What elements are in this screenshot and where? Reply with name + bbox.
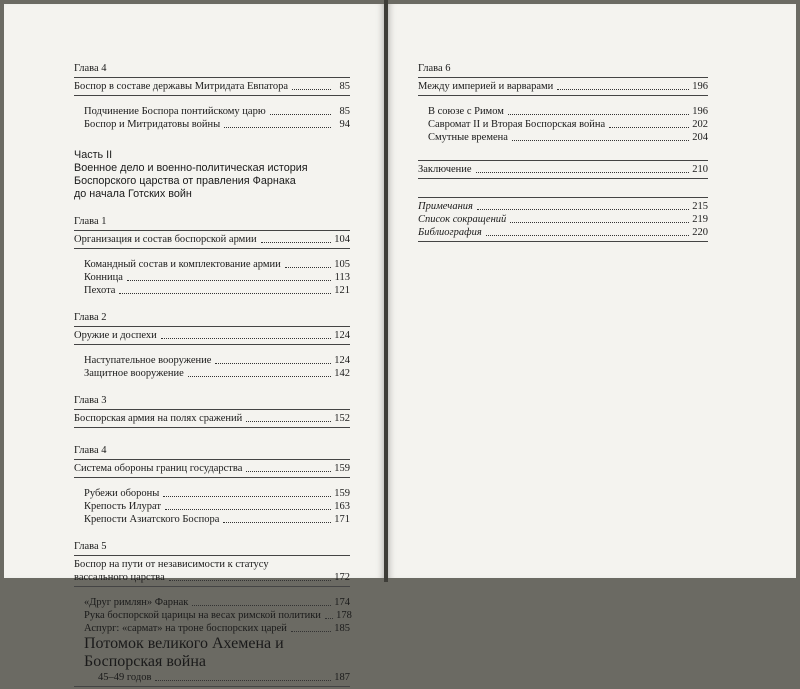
page-number: 210 [692,164,708,175]
page-number: 215 [692,201,708,212]
leader-dots [291,631,331,632]
page-number: 219 [692,214,708,225]
leader-dots [292,89,331,90]
chapter-entry [74,462,350,475]
divider [74,586,350,587]
section-entry [84,118,350,131]
right-page [388,4,796,578]
section-entry [84,284,350,297]
page-number: 174 [334,597,350,608]
page-number: 196 [692,106,708,117]
section-entry [84,367,350,380]
divider [418,160,708,161]
leader-dots [486,235,689,236]
section-title: Командный состав и комплектование армии [84,259,281,270]
chapter-label: Глава 2 [74,312,107,323]
page-number: 85 [339,106,350,117]
divider [74,427,350,428]
page-number: 172 [334,572,350,583]
divider [418,77,708,78]
leader-dots [246,421,331,422]
divider [74,95,350,96]
section-entry [428,118,708,131]
section-title: Конница [84,272,123,283]
divider [74,230,350,231]
leader-dots [512,140,689,141]
page-number: 124 [334,330,350,341]
back-matter-entry [418,226,708,239]
section-title-line-2-row [84,671,350,684]
divider [74,248,350,249]
chapter-title: Система обороны границ государства [74,463,243,474]
back-matter-title: Примечания [418,201,473,212]
chapter-title-line-2-row [74,571,350,584]
divider [74,77,350,78]
leader-dots [163,496,331,497]
leader-dots [119,293,331,294]
divider [418,95,708,96]
leader-dots [155,680,331,681]
page-number: 159 [334,463,350,474]
section-entry [84,622,350,635]
page-number: 220 [692,227,708,238]
page-number: 202 [692,119,708,130]
page-number: 94 [339,119,350,130]
leader-dots [510,222,689,223]
section-title: Рука боспорской царицы на весах римской политики [84,610,321,621]
section-title: Наступательное вооружение [84,355,212,366]
left-toc [74,62,350,689]
page-number: 121 [334,285,350,296]
chapter-title: Боспор в составе державы Митридата Евпатора [74,81,288,92]
section-entry [84,609,350,622]
page-number: 204 [692,132,708,143]
section-entry [84,105,350,118]
leader-dots [325,618,333,619]
divider [74,477,350,478]
chapter-title: Оружие и доспехи [74,330,157,341]
page-number: 159 [334,488,350,499]
section-title: В союзе с Римом [428,106,504,117]
leader-dots [188,376,331,377]
page-number: 163 [334,501,350,512]
section-entry [84,513,350,526]
chapter-label: Глава 6 [418,63,451,74]
leader-dots [285,267,331,268]
divider [418,241,708,242]
section-entry [84,354,350,367]
section-title: Аспург: «сармат» на троне боспорских царей [84,623,287,634]
back-matter-entry [418,200,708,213]
section-entry [428,105,708,118]
chapter-title-line-2: вассального царства [74,572,165,583]
page-number: 178 [336,610,352,621]
chapter-entry [74,80,350,93]
leader-dots [215,363,331,364]
divider [74,555,350,556]
part-title-line-3: до начала Готских войн [74,188,192,200]
leader-dots [161,338,331,339]
part-label: Часть II [74,149,113,161]
section-title: Рубежи обороны [84,488,160,499]
section-entry [84,500,350,513]
page-number: 105 [334,259,350,270]
leader-dots [224,127,331,128]
leader-dots [127,280,331,281]
divider [74,409,350,410]
section-title: «Друг римлян» Фарнак [84,597,189,608]
part-title-line-1: Военное дело и военно-политическая история [74,162,308,174]
conclusion-title: Заключение [418,164,472,175]
page-number: 187 [334,672,350,683]
page-number: 196 [692,81,708,92]
section-title: Подчинение Боспора понтийскому царю [84,106,266,117]
section-title: Крепость Илурат [84,501,162,512]
leader-dots [508,114,689,115]
page-number: 113 [334,272,350,283]
section-entry-multiline [84,635,350,684]
section-title: Защитное вооружение [84,368,184,379]
page-number: 104 [334,234,350,245]
page-number: 142 [334,368,350,379]
divider [74,344,350,345]
divider [418,178,708,179]
page-number: 152 [334,413,350,424]
chapter-entry [74,412,350,425]
leader-dots [261,242,331,243]
section-entry [84,258,350,271]
divider [74,326,350,327]
section-title: Смутные времена [428,132,508,143]
conclusion-entry [418,163,708,176]
part-title-line-2: Боспорского царства от правления Фарнака [74,175,296,187]
section-entry [84,271,350,284]
chapter-label: Глава 1 [74,216,107,227]
section-title-line-2: 45–49 годов [98,672,152,683]
chapter-entry [74,329,350,342]
leader-dots [165,509,331,510]
divider [74,459,350,460]
chapter-label: Глава 4 [74,63,107,74]
section-title: Савромат II и Вторая Боспорская война [428,119,606,130]
leader-dots [246,471,331,472]
page-number: 185 [334,623,350,634]
chapter-entry-multiline [74,558,350,584]
leader-dots [192,605,331,606]
section-title: Боспор и Митридатовы войны [84,119,221,130]
page-number: 124 [334,355,350,366]
page-number: 85 [339,81,350,92]
chapter-label: Глава 4 [74,445,107,456]
section-entry [84,487,350,500]
chapter-title-line-1: Боспор на пути от независимости к статусу [74,559,269,570]
back-matter-title: Список сокращений [418,214,507,225]
chapter-entry [74,233,350,246]
chapter-title: Между империей и варварами [418,81,554,92]
chapter-label: Глава 3 [74,395,107,406]
back-matter-entry [418,213,708,226]
divider [418,197,708,198]
right-toc [418,62,708,244]
leader-dots [557,89,689,90]
leader-dots [270,114,331,115]
chapter-title: Организация и состав боспорской армии [74,234,257,245]
section-title: Пехота [84,285,116,296]
chapter-label: Глава 5 [74,541,107,552]
section-entry [84,596,350,609]
leader-dots [477,209,689,210]
leader-dots [223,522,331,523]
section-entry [428,131,708,144]
section-title: Крепости Азиатского Боспора [84,514,220,525]
chapter-title: Боспорская армия на полях сражений [74,413,243,424]
left-page [4,4,384,683]
back-matter-title: Библиография [418,227,482,238]
divider [74,686,350,687]
section-title-line-1: Потомок великого Ахемена и Боспорская война [84,635,284,670]
page-number: 171 [334,514,350,525]
leader-dots [609,127,689,128]
leader-dots [476,172,689,173]
chapter-entry [418,80,708,93]
leader-dots [169,580,331,581]
